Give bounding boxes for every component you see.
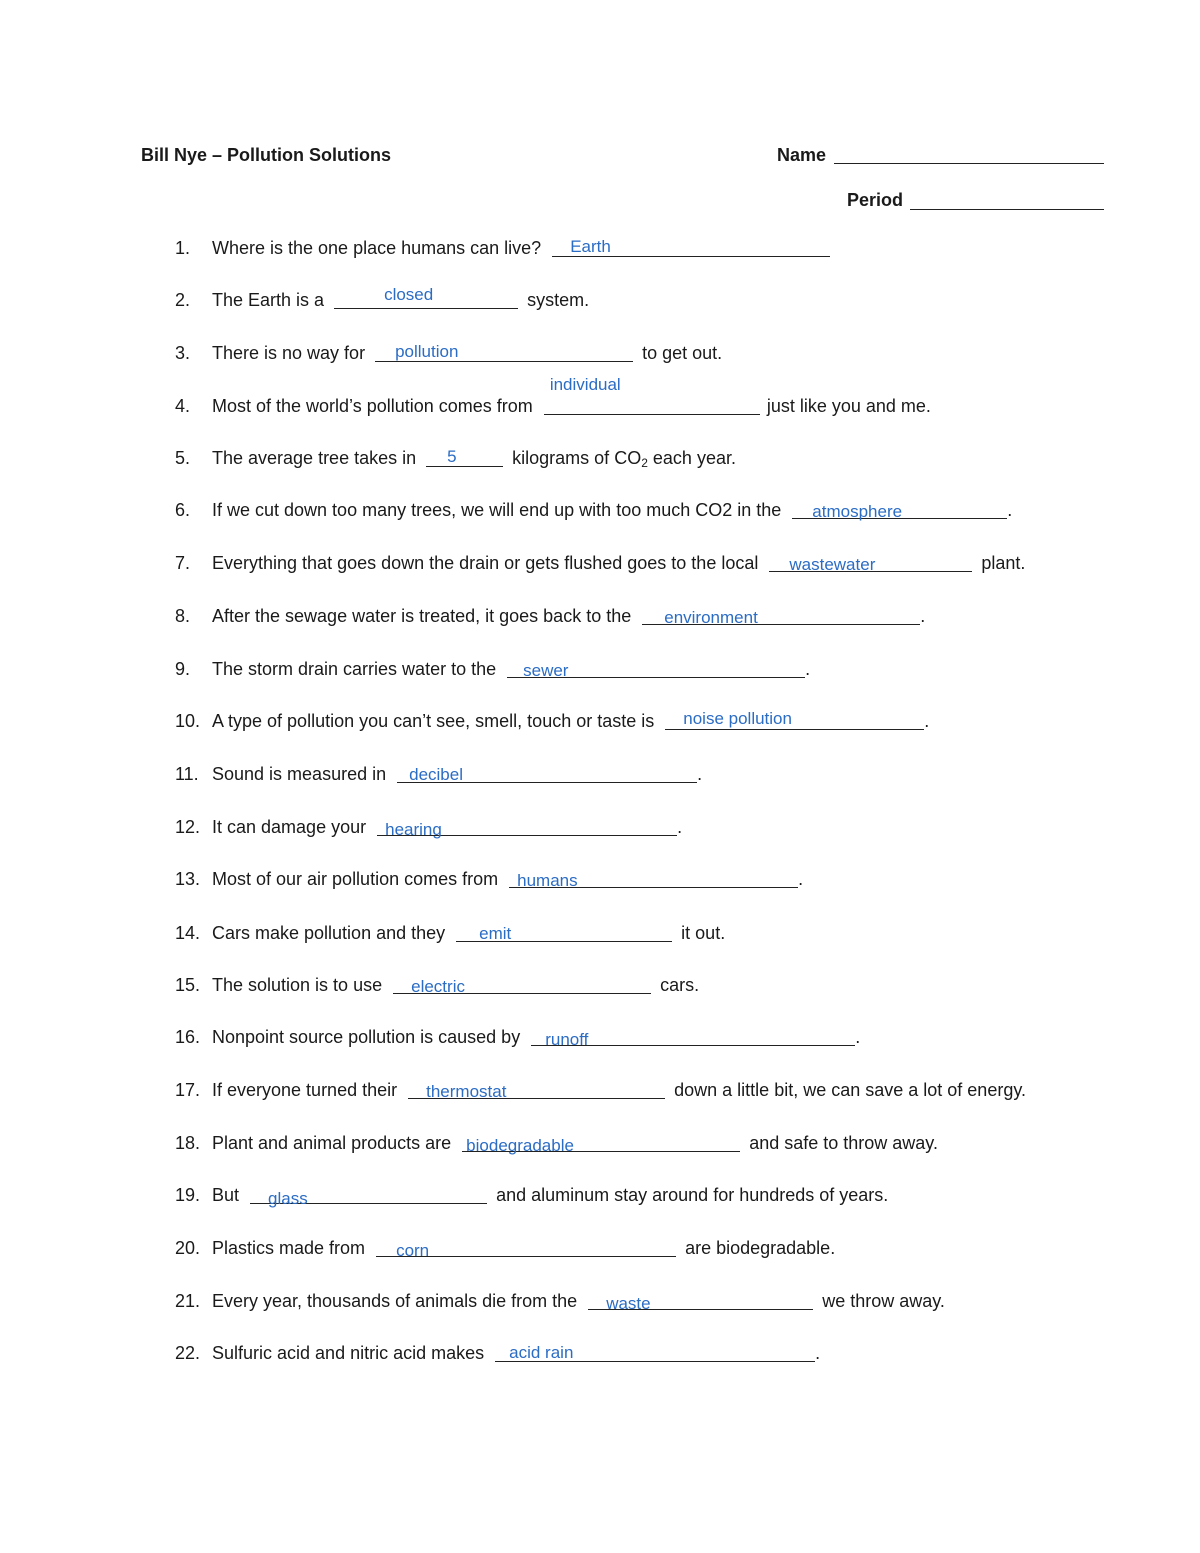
question-number: 7. (175, 553, 191, 573)
answer-blank[interactable] (507, 659, 805, 678)
answer-text: humans (517, 871, 578, 890)
question-number: 21. (175, 1291, 201, 1311)
question-text-after: system. (527, 290, 590, 310)
question-text: But (212, 1185, 240, 1205)
answer-text: environment (664, 608, 758, 627)
answer-text: Earth (570, 237, 611, 256)
answer-text: emit (479, 924, 512, 943)
question-number: 10. (175, 711, 201, 731)
answer-text: corn (396, 1241, 430, 1260)
answer-text: wastewater (789, 555, 876, 574)
name-field-line[interactable] (834, 163, 1104, 164)
answer-blank[interactable] (769, 553, 972, 572)
question-number: 2. (175, 290, 191, 310)
period-field-line[interactable] (910, 209, 1104, 210)
question-number: 18. (175, 1133, 201, 1153)
question-text: Nonpoint source pollution is caused by (212, 1027, 521, 1047)
question-text-after: are biodegradable. (685, 1238, 836, 1258)
question-text: Cars make pollution and they (212, 923, 446, 943)
question-number: 5. (175, 448, 191, 468)
answer-text: biodegradable (466, 1136, 574, 1155)
answer-blank[interactable] (334, 285, 518, 309)
question-text: Where is the one place humans can live? (212, 238, 542, 258)
worksheet-title: Bill Nye – Pollution Solutions (141, 145, 392, 165)
answer-text: acid rain (509, 1343, 574, 1362)
question-number: 22. (175, 1343, 201, 1363)
answer-text: thermostat (426, 1082, 507, 1101)
answer-blank[interactable] (393, 975, 651, 994)
answer-blank[interactable] (552, 238, 830, 257)
question-text: The solution is to use (212, 975, 383, 995)
question-number: 11. (175, 764, 199, 784)
question-text-after: . (1007, 500, 1013, 520)
question-text-after: . (697, 764, 703, 784)
question-number: 20. (175, 1238, 201, 1258)
answer-text: sewer (523, 661, 569, 680)
question-text-after: . (924, 711, 930, 731)
answer-text: hearing (385, 820, 442, 839)
question-text: If we cut down too many trees, we will end up with too much CO2 in the (212, 500, 782, 520)
period-label: Period (847, 190, 904, 210)
answer-text: noise pollution (683, 709, 792, 728)
question-number: 4. (175, 396, 191, 416)
answer-text: individual (549, 375, 621, 394)
question-text: Most of our air pollution comes from (212, 869, 499, 889)
answer-text: decibel (409, 765, 463, 784)
question-number: 9. (175, 659, 191, 679)
question-text: Plastics made from (212, 1238, 366, 1258)
answer-blank[interactable] (377, 817, 677, 839)
answer-text: waste (606, 1294, 651, 1313)
answer-blank[interactable] (408, 1080, 665, 1099)
question-text-after: down a little bit, we can save a lot of energy. (674, 1080, 1027, 1100)
question-text-after: . (920, 606, 926, 626)
answer-blank[interactable] (495, 1343, 815, 1362)
answer-blank[interactable] (642, 606, 920, 625)
question-text-after: we throw away. (822, 1291, 945, 1311)
question-number: 1. (175, 238, 191, 258)
question-text: Everything that goes down the drain or gets flushed goes to the local (212, 553, 759, 573)
answer-blank[interactable] (456, 923, 672, 942)
question-text-after: . (815, 1343, 821, 1363)
question-number: 14. (175, 923, 201, 943)
answer-blank[interactable] (397, 764, 697, 783)
question-text: Most of the world’s pollution comes from (212, 396, 533, 416)
question-text-after: and safe to throw away. (749, 1133, 938, 1153)
answer-text: pollution (395, 342, 459, 361)
answer-text: closed (384, 285, 434, 304)
answer-blank[interactable] (544, 375, 760, 415)
question-text-after: cars. (660, 975, 700, 995)
answer-text: 5 (447, 447, 457, 466)
question-number: 13. (175, 869, 201, 889)
answer-blank[interactable] (792, 500, 1007, 519)
question-text-after: it out. (681, 923, 726, 943)
question-text-after: kilograms of $CO_2$ each year. (512, 448, 736, 470)
question-text: It can damage your (212, 817, 367, 837)
question-text: Sulfuric acid and nitric acid makes (212, 1343, 485, 1363)
answer-text: glass (268, 1189, 308, 1208)
answer-blank[interactable] (509, 869, 798, 888)
answer-blank[interactable] (531, 1027, 855, 1049)
answer-blank[interactable] (426, 448, 503, 467)
question-number: 19. (175, 1185, 201, 1205)
question-text: The average tree takes in (212, 448, 417, 468)
question-number: 8. (175, 606, 191, 626)
question-text: Every year, thousands of animals die from the (212, 1291, 578, 1311)
question-number: 15. (175, 975, 201, 995)
question-text-after: plant. (981, 553, 1026, 573)
answer-blank[interactable] (588, 1291, 813, 1313)
question-number: 6. (175, 500, 191, 520)
question-text: Sound is measured in (212, 764, 387, 784)
question-text: After the sewage water is treated, it goes back to the (212, 606, 632, 626)
answer-blank[interactable] (250, 1185, 487, 1208)
question-text: The Earth is a (212, 290, 325, 310)
question-text: The storm drain carries water to the (212, 659, 497, 679)
answer-blank[interactable] (462, 1133, 740, 1155)
question-text: There is no way for (212, 343, 366, 363)
question-text-after: . (805, 659, 811, 679)
answer-text: electric (411, 977, 465, 996)
question-text-after: to get out. (642, 343, 723, 363)
question-text-after: . (855, 1027, 861, 1047)
question-text: A type of pollution you can’t see, smell, touch or taste is (212, 711, 655, 731)
question-text-after: . (677, 817, 683, 837)
question-text-after: just like you and me. (766, 396, 931, 416)
name-label: Name (777, 145, 827, 165)
answer-blank[interactable] (665, 711, 924, 730)
question-number: 3. (175, 343, 191, 363)
answer-text: runoff (545, 1030, 589, 1049)
question-number: 16. (175, 1027, 201, 1047)
question-text-after: and aluminum stay around for hundreds of years. (496, 1185, 889, 1205)
question-text-after: . (798, 869, 804, 889)
question-number: 12. (175, 817, 201, 837)
question-number: 17. (175, 1080, 201, 1100)
answer-blank[interactable] (375, 343, 633, 362)
question-text: If everyone turned their (212, 1080, 398, 1100)
answer-blank[interactable] (376, 1238, 676, 1260)
question-text: Plant and animal products are (212, 1133, 452, 1153)
answer-text: atmosphere (812, 502, 903, 521)
